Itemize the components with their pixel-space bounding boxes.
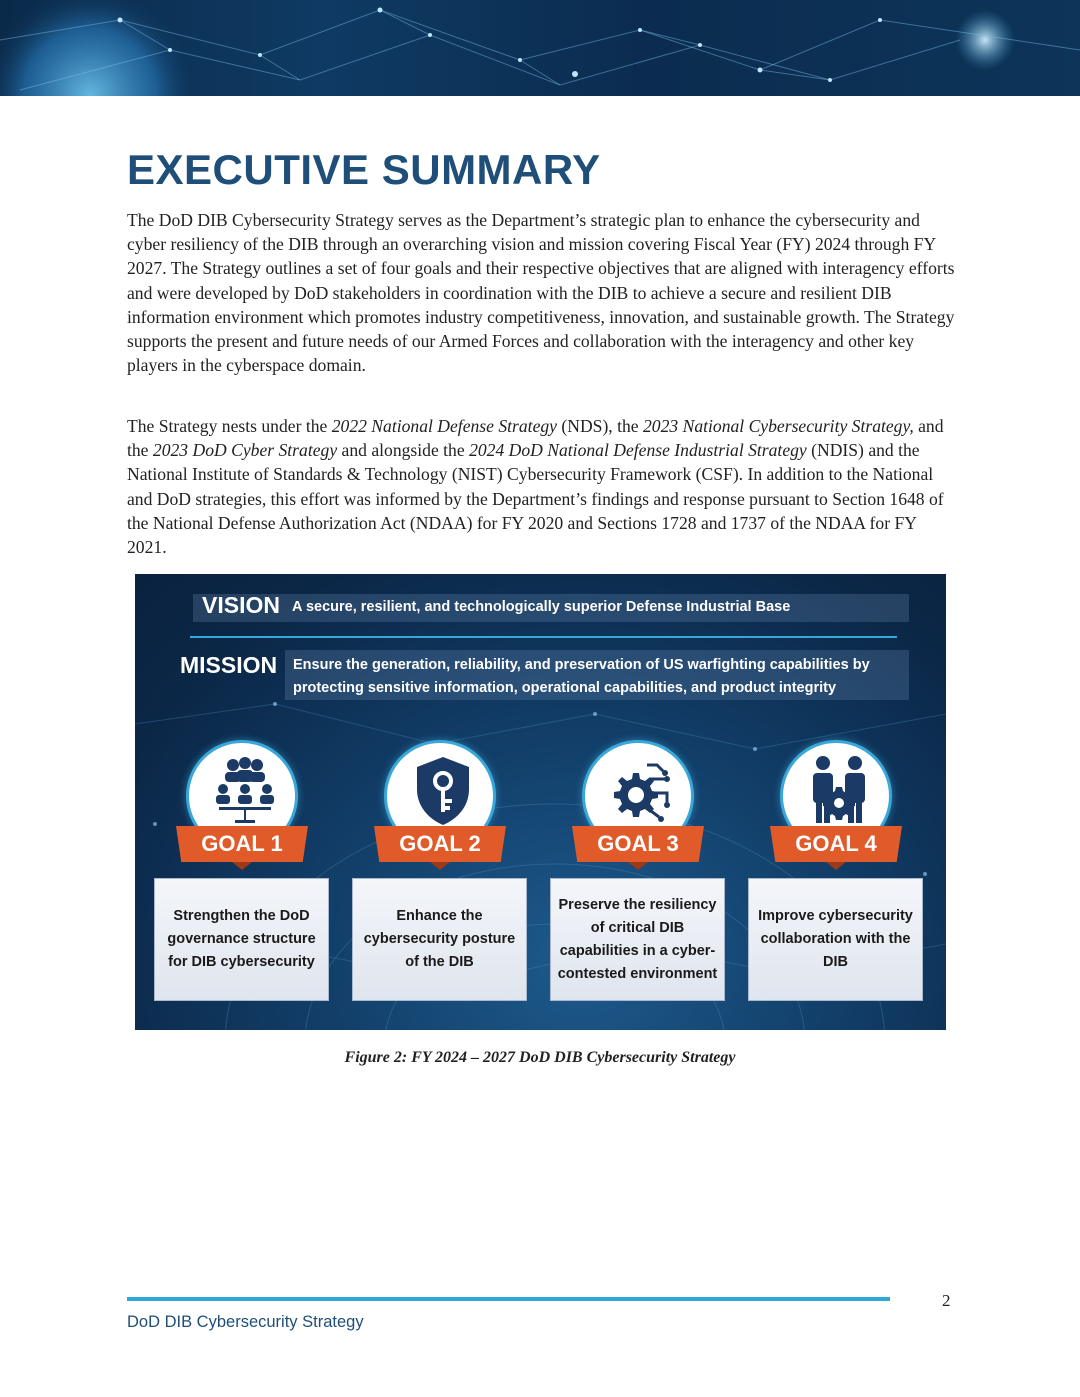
footer-title: DoD DIB Cybersecurity Strategy xyxy=(127,1313,364,1331)
figure-caption: Figure 2: FY 2024 – 2027 DoD DIB Cybersecurity Strategy xyxy=(344,1049,736,1066)
gear-circuit-icon xyxy=(611,755,671,827)
strategy-figure xyxy=(135,574,946,1030)
mission-label: MISSION xyxy=(180,652,278,678)
vision-text: A secure, resilient, and technologically superior Defense Industrial Base xyxy=(292,599,791,615)
people-network-icon xyxy=(215,755,275,827)
summary-paragraph-2: The Strategy nests under the 2022 National Defense Strategy (NDS), the 2023 National Cybersecurity Strategy, and the 2023 DoD Cyber Strategy and alongside the 2024 DoD National Defense Industrial Strategy (NDIS) and the National Institute of Standards & Technology (NIST) Cybersecurity Framework (CSF). In addition to the National and DoD strategies, this effort was informed by the Department’s findings and response pursuant to Section 1648 of the National Defense Authorization Act (NDAA) for FY 2020 and Sections 1728 and 1737 of the NDAA for FY 2021. xyxy=(127,416,944,558)
goal-2-card xyxy=(352,878,527,1001)
summary-paragraph-1: The DoD DIB Cybersecurity Strategy serves as the Department’s strategic plan to enhance the cybersecurity and cyber resiliency of the DIB through an overarching vision and mission covering Fiscal Year (FY) 2024 through FY 2027. The Strategy outlines a set of four goals and their respective objectives that are aligned with interagency efforts and were developed by DoD stakeholders in coordination with the DIB to achieve a secure and resilient DIB information environment which promotes industry competitiveness, innovation, and sustainable growth. The Strategy supports the present and future needs of our Armed Forces and collaboration with the interagency and other key players in the cyberspace domain. xyxy=(127,210,955,376)
goal-3-text: Preserve the resiliency of critical DIB capabilities in a cyber-contested environment xyxy=(557,896,718,982)
mission-text: Ensure the generation, reliability, and preservation of US warfighting capabilities by protecting sensitive information, operational capabilities, and product integrity xyxy=(293,657,870,696)
goal-2 xyxy=(352,574,527,1030)
goal-4-text: Improve cybersecurity collaboration with the DIB xyxy=(758,908,913,970)
page-title: EXECUTIVE SUMMARY xyxy=(127,146,601,193)
network-globe-graphic xyxy=(0,0,1080,96)
page-number: 2 xyxy=(942,1291,951,1310)
goal-2-label: GOAL 2 xyxy=(399,831,481,856)
goal-3-label: GOAL 3 xyxy=(597,831,679,856)
goal-3-card xyxy=(550,878,725,1001)
goal-1-text: Strengthen the DoD governance structure for DIB cybersecurity xyxy=(167,908,316,970)
footer-rule xyxy=(127,1297,890,1301)
goal-1 xyxy=(154,574,329,1030)
goal-4-label: GOAL 4 xyxy=(795,831,877,856)
goal-4 xyxy=(748,574,923,1030)
goal-1-label: GOAL 1 xyxy=(201,831,283,856)
header-banner xyxy=(0,0,1080,96)
goal-2-text: Enhance the cybersecurity posture of the DIB xyxy=(363,908,516,970)
people-gear-icon xyxy=(809,755,869,827)
goal-4-card xyxy=(748,878,923,1001)
goal-1-card xyxy=(154,878,329,1001)
goal-3 xyxy=(550,574,725,1030)
shield-key-icon xyxy=(413,755,473,827)
vision-label: VISION xyxy=(202,592,280,618)
